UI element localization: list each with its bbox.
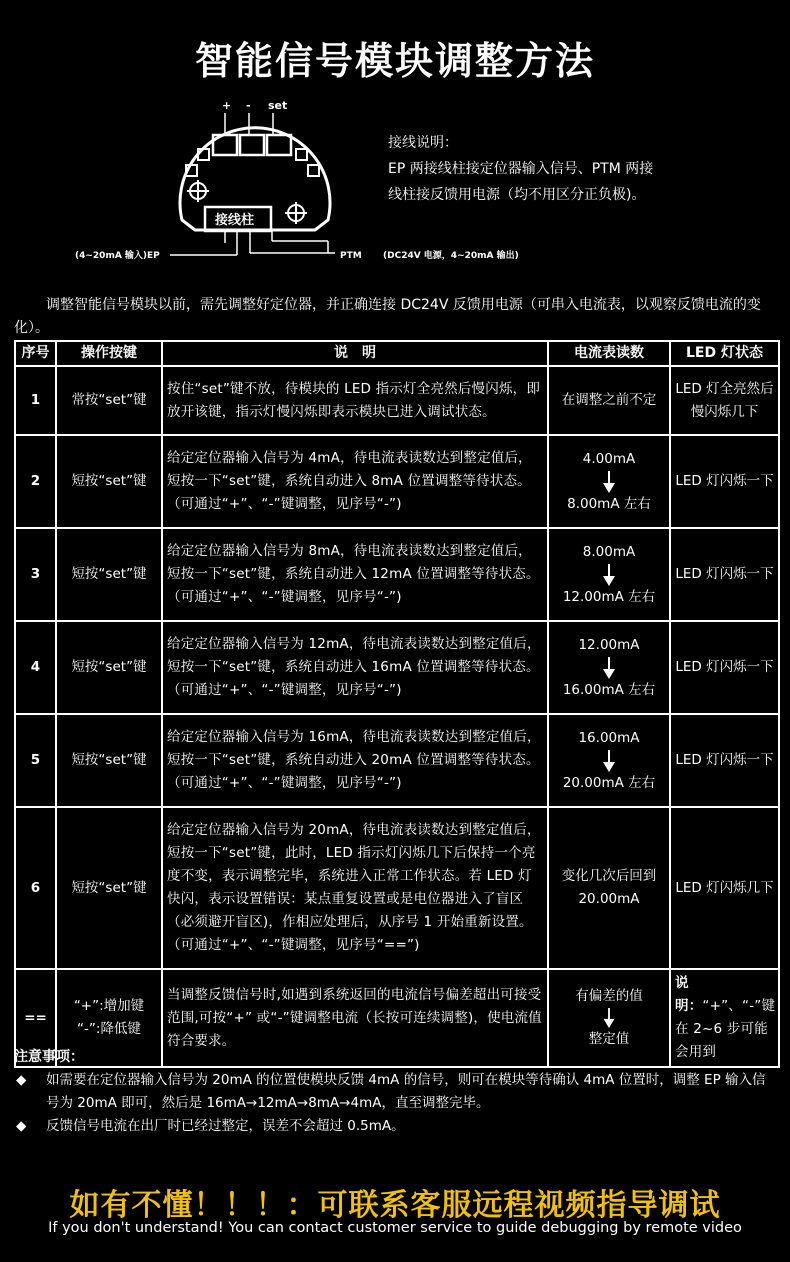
reading-from: 16.00mA [578,729,640,746]
row-no: 6 [15,807,56,969]
reading-to: 20.00mA 左右 [562,774,656,791]
row-reading: 在调整之前不定 [548,366,670,435]
row-desc: 按住“set”键不放，待模块的 LED 指示灯全亮然后慢闪烁，即放开该键，指示灯慢闪烁即表示模块已进入调试状态。 [162,366,548,435]
table-row [15,435,779,528]
table-row [15,528,779,621]
diamond-bullet-icon: ◆ [16,1118,27,1134]
power-label: (DC24V 电源，4~20mA 输出) [383,251,519,261]
row-desc-hint: （可通过“+”、“-”键调整，见序号“==”) [167,937,420,953]
intro-text: 调整智能信号模块以前，需先调整好定位器，并正确连接 DC24V 反馈用电源（可串入电流表，以观察反馈电流的变化）。 [14,297,761,336]
header-reading: 电流表读数 [548,341,670,366]
row-desc-main: 给定定位器输入信号为 8mA，待电流表读数达到整定值后，短按一下“set”键，系统自动进入 12mA 位置调整等待状态。 [167,543,540,582]
row-desc-hint: （可通过“+”、“-”键调整，见序号“-”) [167,775,402,791]
reading-from: 8.00mA [582,543,636,560]
table-row [15,807,779,969]
row-desc-main: 给定定位器输入信号为 12mA，待电流表读数达到整定值后，短按一下“set”键，系统自动进入 16mA 位置调整等待状态。 [167,636,541,675]
header-desc: 说 明 [162,341,548,366]
arrow-down-icon [603,750,615,772]
note-text: 如需要在定位器输入信号为 20mA 的位置使模块反馈 4mA 的信号，则可在模块等待确认 4mA 位置时，调整 EP 输入信号为 20mA 即可，然后是 16mA→12mA→8mA→4mA，直至调整完毕。 [46,1072,766,1111]
list-item [14,1115,778,1138]
row-no: 5 [15,714,56,807]
plus-label: + [222,99,232,112]
minus-key-desc: “-”:降低键 [77,1021,141,1037]
row-key: 短按“set”键 [56,807,162,969]
row-key: 短按“set”键 [56,714,162,807]
notes-heading: 注意事项： [14,1049,84,1065]
row-key: 常按“set”键 [56,366,162,435]
plus-key-desc: “+”:增加键 [73,998,145,1014]
set-label: set [268,99,288,112]
reading-to: 整定值 [588,1031,630,1047]
row-desc-hint: （可通过“+”、“-”键调整，见序号“-”) [167,496,402,512]
row-led: LED 灯闪烁几下 [670,807,779,969]
arrow-down-icon [603,657,615,679]
arrow-down-icon [603,1008,615,1028]
reading-to: 12.00mA 左右 [562,588,656,605]
row-reading: 变化几次后回到 20.00mA [548,807,670,969]
row-reading [548,621,670,714]
contact-banner-en: If you don't understand! You can contact customer service to guide debugging by remote video [48,1220,742,1236]
table-row [15,366,779,435]
row-led: LED 灯闪烁一下 [670,528,779,621]
row-desc [162,807,548,969]
row-no: 4 [15,621,56,714]
row-no: 2 [15,435,56,528]
row-reading [548,714,670,807]
row-key: 短按“set”键 [56,435,162,528]
row-led: LED 灯闪烁一下 [670,714,779,807]
notes-section [14,1046,778,1138]
reading-from: 12.00mA [578,636,640,653]
reading-to: 8.00mA 左右 [567,495,651,512]
row-reading [548,528,670,621]
row-key: 短按“set”键 [56,621,162,714]
set-button-icon [267,135,291,155]
arrow-down-icon [603,471,615,493]
header-led: LED 灯状态 [670,341,779,366]
reading-from: 有偏差的值 [575,988,643,1004]
row-desc-main: 给定定位器输入信号为 4mA，待电流表读数达到整定值后，短按一下“set”键，系统自动进入 8mA 位置调整等待状态。 [167,450,532,489]
row-no: 1 [15,366,56,435]
row-key: 短按“set”键 [56,528,162,621]
table-header-row [15,341,779,366]
row-desc [162,714,548,807]
diamond-bullet-icon: ◆ [16,1072,27,1088]
row-desc [162,435,548,528]
row-no: 3 [15,528,56,621]
header-no: 序号 [15,341,56,366]
table-row [15,714,779,807]
row-led: LED 灯闪烁一下 [670,435,779,528]
led-note-label: 说明： [675,975,703,1014]
wiring-line-2: 线柱接反馈用电源（均不用区分正负极)。 [388,187,646,203]
arrow-down-icon [603,564,615,586]
terminal-label: 接线柱 [215,213,255,228]
wiring-notes [388,130,688,208]
header-key: 操作按键 [56,341,162,366]
row-desc [162,528,548,621]
row-no: == [15,969,56,1067]
reading-to: 16.00mA 左右 [562,681,656,698]
row-desc: 当调整反馈信号时,如遇到系统返回的电流信号偏差超出可接受范围,可按“+” 或“-”键调整电流（长按可连续调整)，使电流值符合要求。 [162,969,548,1067]
row-desc-main: 给定定位器输入信号为 20mA，待电流表读数达到整定值后，短按一下“set”键，此时，LED 指示灯闪烁几下后保持一个亮度不变，表示调整完毕，系统进入正常工作状态。若 LED 灯快闪，表示设置错误：某点重复设置或是电位器进入了盲区（必须避开盲区)，作相应处理后，从序号 1 开始重新设置。 [167,822,541,930]
ptm-label: PTM [340,251,362,261]
minus-label: - [246,99,251,112]
row-desc [162,621,548,714]
input-label: (4~20mA 输入)EP [75,251,160,261]
row-desc-main: 给定定位器输入信号为 16mA，待电流表读数达到整定值后，短按一下“set”键，系统自动进入 20mA 位置调整等待状态。 [167,729,541,768]
led-note-text: “+”、“-”键在 2~6 步可能会用到 [675,998,776,1060]
adjustment-table [14,340,780,1068]
contact-banner: 如有不懂！！！：可联系客服远程视频指导调试 [69,1188,721,1223]
page-title: 智能信号模块调整方法 [194,39,595,83]
row-led: LED 灯闪烁一下 [670,621,779,714]
note-text: 反馈信号电流在出厂时已经过整定，误差不会超过 0.5mA。 [46,1118,405,1134]
row-led: LED 灯全亮然后慢闪烁几下 [670,366,779,435]
table-row [15,621,779,714]
minus-button-icon [240,135,264,155]
reading-from: 4.00mA [582,450,636,467]
list-item [14,1069,778,1115]
row-reading [548,435,670,528]
row-desc-hint: （可通过“+”、“-”键调整，见序号“-”) [167,589,402,605]
wiring-line-1: EP 两接线柱接定位器输入信号、PTM 两接 [388,161,654,177]
row-desc-hint: （可通过“+”、“-”键调整，见序号“-”) [167,682,402,698]
wiring-heading: 接线说明： [388,135,458,151]
